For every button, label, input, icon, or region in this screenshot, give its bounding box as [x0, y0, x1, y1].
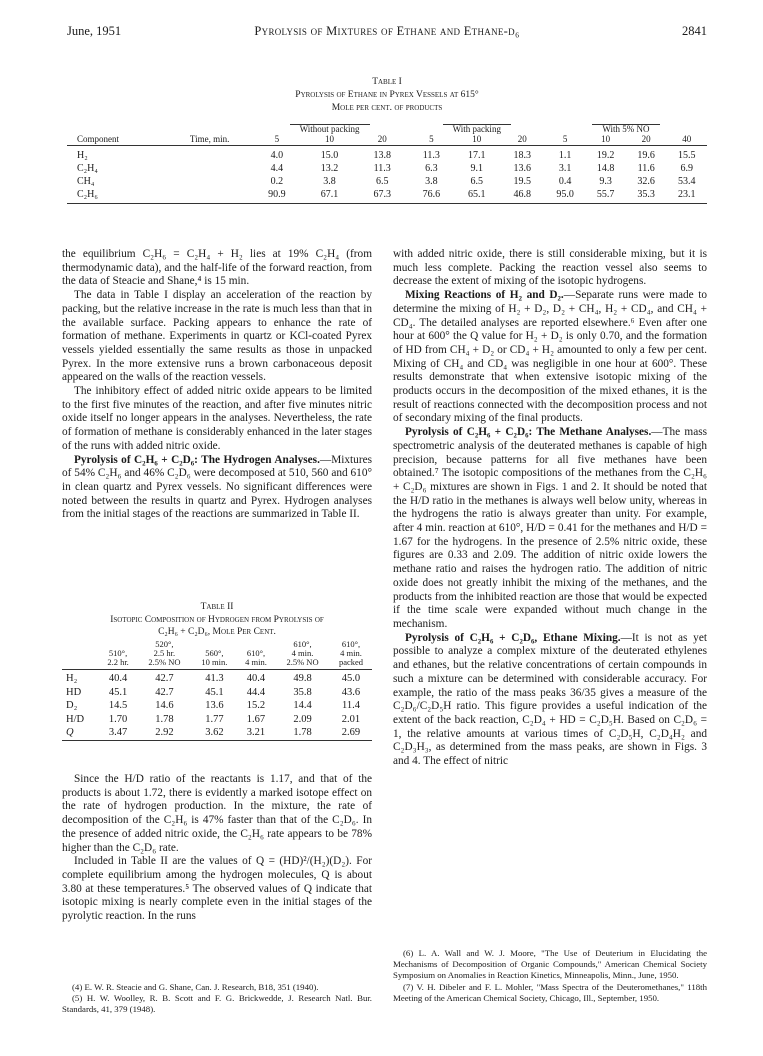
time-header: 10	[303, 134, 356, 146]
table-cell: 3.47	[99, 726, 137, 740]
paragraph: The data in Table I display an acceleration of the reaction by packing, but the relative increase in the rate is much less than that in the available surface. Packing appears to enhance the rate of formation of methane. Experiments in quartz or KCl-coated Pyrex vessels yielded essentially the same results as those in unpacked Pyrex. In the more extensive runs a brown carbonaceous deposit appeared on the walls of the reaction vessels.	[62, 289, 372, 384]
col-header-line: 4 min.	[340, 648, 362, 658]
table-cell: 45.1	[205, 686, 224, 698]
table-cell: 40.4	[246, 673, 266, 684]
col-header-line: 610°,	[246, 648, 266, 658]
table-row	[67, 175, 707, 188]
time-header: 5	[545, 134, 586, 146]
table-cell: 3.21	[237, 726, 275, 740]
col-header-line: 2.5% NO	[286, 657, 319, 667]
row-label: D₂	[66, 700, 78, 712]
time-header: 10	[454, 134, 499, 146]
table-row	[67, 146, 707, 163]
row-label: Q	[62, 726, 99, 740]
paragraph: The inhibitory effect of added nitric oxide appears to be limited to the first five minutes of the reaction, and after five minutes nitric oxide itself no longer appears in the analyses. Nevertheless, the rate of formation of methane is considerably enhanced in the later stages of the runs with added nitric oxide.	[62, 385, 372, 452]
table2-title: Isotopic Composition of Hydrogen from Pyrolysis of	[110, 614, 324, 625]
col-header-line: 2.5 hr.	[153, 648, 176, 658]
table-cell: 76.6	[409, 188, 454, 204]
table-cell: 15.5	[677, 150, 696, 161]
table-cell: 17.1	[468, 150, 486, 161]
table-cell: 2.01	[341, 713, 361, 725]
col-header-line: 520°,	[155, 639, 174, 649]
col-header	[237, 640, 275, 670]
table-cell: 19.6	[637, 150, 655, 161]
table-cell: 44.4	[246, 686, 266, 698]
group-with-packing: With packing	[443, 124, 511, 134]
table-cell: 15.2	[246, 700, 266, 712]
paragraph: Since the H/D ratio of the reactants is 1.17, and that of the products is about 1.72, there is evidently a marked isotope effect on the rate of hydrogen production. In the mixture, the rate of decomposition of the C₂H₆ is 47% faster than that of the C₂D₆. In the presence of added nitric oxide, the C₂H₆ rate appears to be 78% higher than the C₂D₆ rate.	[62, 773, 372, 854]
footnote: (6) L. A. Wall and W. J. Moore, "The Use of Deuterium in Elucidating the Mechanisms of Decomposition of Organic Compounds," American Chemical Society Symposium on Anomalies in Reaction Kinetics, Minneapolis, Minn., June, 1950.	[393, 948, 707, 981]
table1-header-row	[67, 134, 707, 146]
table-cell: 11.3	[422, 150, 440, 161]
table-cell: 35.8	[293, 686, 312, 698]
section-heading: Mixing Reactions of H₂ and D₂.	[405, 289, 564, 302]
table-cell: 2.69	[330, 726, 372, 740]
row-label: HD	[66, 686, 82, 698]
footnote: (5) H. W. Woolley, R. B. Scott and F. G. Brickwedde, J. Research Natl. Bur. Standards, 41, 379 (1948).	[62, 993, 372, 1015]
paragraph-text: —Separate runs were made to determine the mixing of H₂ + D₂, D₂ + CH₄, H₂ + CD₄, and CH₄ + CD₄. The detailed analyses are reported elsewhere.⁶ Even after one hour at 600° the Q value for H₂ + D₂ is only 0.70, and the formation of HD from CH₄ + D₂ or CD₄ + H₂ amounted to only a few per cent. Mixing of CH₄ and CD₄ was negligible in one hour at 600°. These results demonstrate that when extensive isotopic mixing of the products occurs in the decomposition of the mixed ethanes, it is the result of reactions connected with the decomposition process and not of secondary mixing of the final products.	[393, 289, 708, 425]
table-cell: 14.4	[293, 700, 312, 712]
table-cell: 13.6	[513, 163, 531, 174]
table-cell: 4.4	[270, 163, 284, 174]
table-cell: 18.3	[513, 150, 531, 161]
col-header-line: 4 min.	[291, 648, 314, 658]
time-header: 20	[499, 134, 544, 146]
table-cell: 1.78	[275, 726, 330, 740]
page-number: 2841	[682, 24, 707, 38]
table1-label: Table I	[372, 77, 402, 87]
table-cell: 0.4	[558, 176, 572, 187]
table-cell: 46.8	[499, 188, 544, 204]
left-column-top	[62, 248, 372, 522]
table-row	[62, 726, 372, 740]
table-cell: 6.3	[425, 163, 438, 174]
col-header-line: 610°,	[341, 639, 361, 649]
table-cell: 19.2	[596, 150, 615, 161]
table2-caption	[62, 601, 372, 639]
footnote: (4) E. W. R. Steacie and G. Shane, Can. J. Research, B18, 351 (1940).	[72, 982, 319, 992]
left-column-bottom	[62, 773, 372, 924]
table-cell: 15.0	[320, 150, 339, 161]
table-cell: 1.78	[155, 713, 174, 725]
table2	[62, 640, 372, 741]
header-title: Pyrolysis of Mixtures of Ethane and Ethane-d₆	[254, 24, 520, 38]
table-cell: 1.67	[246, 713, 266, 725]
group-with-no: With 5% NO	[592, 124, 659, 134]
table-cell: 3.8	[323, 176, 336, 187]
table2-header-row	[62, 640, 372, 670]
paragraph: with added nitric oxide, there is still considerable mixing, but it is much less complete. Packing the reaction vessel also seems to decrease the extent of mixing of the isotopic hydrogens.	[393, 248, 707, 288]
table-row	[62, 670, 372, 686]
table1	[67, 122, 707, 204]
col-time: Time, min.	[169, 134, 251, 146]
col-header-line: 2.2 hr.	[107, 657, 129, 667]
table-cell: 95.0	[545, 188, 586, 204]
table-cell: 32.6	[637, 176, 655, 187]
table-cell: 14.6	[155, 700, 174, 712]
col-header	[330, 640, 372, 670]
section-heading: Pyrolysis of C₂H₆ + C₂D₆: The Hydrogen Analyses.	[74, 453, 320, 466]
col-component: Component	[67, 134, 169, 146]
table-cell: 23.1	[666, 188, 707, 204]
table-cell: 65.1	[454, 188, 499, 204]
header-date: June, 1951	[67, 24, 122, 38]
table-cell: 42.7	[155, 673, 174, 684]
col-header-line: 4 min.	[245, 657, 267, 667]
table-row	[62, 686, 372, 700]
footnote: (7) V. H. Dibeler and F. L. Mohler, "Mass Spectra of the Deuteromethanes," 118th Meeting of the American Chemical Society, Chicago, Ill., September, 1950.	[393, 981, 707, 1003]
row-label: H/D	[66, 713, 85, 725]
paragraph	[393, 426, 707, 632]
section-heading: Pyrolysis of C₂H₆ + C₂D₆, Ethane Mixing.	[405, 631, 621, 644]
table-cell: 3.1	[558, 163, 572, 174]
col-header	[192, 640, 237, 670]
table-cell: 41.3	[205, 673, 224, 684]
row-label: C₂H₆	[67, 188, 169, 204]
table-row	[62, 699, 372, 713]
table-cell: 45.1	[108, 686, 128, 698]
table-cell: 11.6	[637, 163, 655, 174]
table-cell: 55.7	[585, 188, 626, 204]
table-cell: 14.8	[596, 163, 615, 174]
right-column	[393, 248, 707, 769]
table-cell: 67.1	[303, 188, 356, 204]
group-without-packing: Without packing	[290, 124, 370, 134]
paragraph	[393, 289, 707, 426]
table1-group-row	[67, 122, 707, 134]
col-header	[275, 640, 330, 670]
table-cell: 4.0	[270, 150, 284, 161]
table-cell: 1.70	[108, 713, 128, 725]
table-cell: 13.2	[320, 163, 339, 174]
table-cell: 1.77	[205, 713, 224, 725]
table-cell: 1.1	[558, 150, 572, 161]
table-cell: 6.9	[680, 163, 693, 174]
table-cell: 13.6	[205, 700, 224, 712]
time-header: 20	[626, 134, 667, 146]
table-cell: 43.6	[341, 686, 361, 698]
col-header-line: 10 min.	[201, 657, 228, 667]
time-header: 10	[585, 134, 626, 146]
paragraph	[62, 454, 372, 523]
table1-subcaption: Mole per cent. of products	[331, 103, 443, 113]
row-label: H₂	[77, 150, 88, 161]
table-cell: 9.3	[599, 176, 612, 187]
table1-title: Pyrolysis of Ethane in Pyrex Vessels at 615°	[295, 90, 479, 100]
table2-title-2: C₂H₆ + C₂D₆, Mole Per Cent.	[158, 627, 276, 637]
footnotes-left	[62, 982, 372, 1016]
col-header-line: 610°,	[293, 639, 312, 649]
table-cell: 42.7	[155, 686, 174, 698]
paragraph	[393, 632, 707, 769]
table-cell: 6.5	[375, 176, 389, 187]
table-cell: 45.0	[341, 673, 361, 684]
table-row	[67, 188, 707, 204]
footnotes-right	[393, 948, 707, 1004]
table-cell: 3.62	[192, 726, 237, 740]
running-header	[67, 24, 707, 40]
table-cell: 90.9	[251, 188, 304, 204]
table-cell: 11.4	[341, 700, 360, 712]
table-cell: 14.5	[108, 700, 128, 712]
paragraph-text: —It is not as yet possible to analyze a complex mixture of the deuterated ethylenes and ethanes, but the relative concentrations of certain compounds in such a mixture can be determined with considerable accuracy. For example, the ratio of the mass peaks 36/35 gives a measure of the C₂D₆/C₂D₅H ratio. This figure provides a useful indication of the extent of the back reaction, C₂D₄ + HD = C₂D₅H. Based on C₂D₆ = 1, the relative amounts at various times of C₂D₅H, C₂D₄H₂ and C₂D₃H₃, as determined from the mass peaks, are shown in Figs. 3 and 4. The effect of nitric	[393, 631, 707, 768]
table-row	[62, 713, 372, 727]
table-cell: 49.8	[293, 673, 312, 684]
table-cell: 2.09	[293, 713, 312, 725]
table-cell: 67.3	[356, 188, 409, 204]
col-header-line: 510°,	[108, 648, 128, 658]
table-cell: 53.4	[677, 176, 696, 187]
col-header-line: 560°,	[205, 648, 224, 658]
table-cell: 13.8	[373, 150, 391, 161]
row-label: C₂H₄	[77, 163, 98, 174]
col-header-line: 2.5% NO	[148, 657, 181, 667]
table-cell: 0.2	[270, 176, 284, 187]
table-cell: 40.4	[108, 673, 128, 684]
table2-label: Table II	[200, 602, 234, 612]
table-cell: 2.92	[137, 726, 192, 740]
table-cell: 11.3	[373, 163, 391, 174]
table-cell: 35.3	[626, 188, 667, 204]
time-header: 5	[251, 134, 304, 146]
col-header	[137, 640, 192, 670]
time-header: 5	[409, 134, 454, 146]
col-header	[99, 640, 137, 670]
row-label: H₂	[66, 673, 78, 684]
table-cell: 3.8	[425, 176, 438, 187]
table-row	[67, 162, 707, 175]
paragraph-text: —The mass spectrometric analysis of the deuterated methanes is capable of high precision, because patterns for all five methanes have been obtained.⁷ The isotopic compositions of the methanes from the C₂H₆ + C₂D₆ mixtures are shown in Figs. 1 and 2. It should be noted that the H/D ratio in the methanes is always well below unity, whereas in the hydrogens the ratio is always greater than unity. For example, after 4 min. reaction at 610°, H/D = 0.41 for the methanes and H/D = 1.67 for the hydrogens. In the presence of 2.5% nitric oxide, these figures are 0.33 and 2.09. The addition of nitric oxide lowers the methane ratio and raises the hydrogen ratio. The addition of nitric oxide does not greatly inhibit the mixing of the methanes, and the products from the inhibited reaction are those that would be expected if the time scale were expanded without much change in the mechanism.	[393, 426, 707, 630]
section-heading: Pyrolysis of C₂H₆ + C₂D₆: The Methane Analyses.	[405, 426, 652, 439]
table-cell: 6.5	[470, 176, 483, 187]
table-cell: 19.5	[513, 176, 531, 187]
col-header-line: packed	[338, 657, 364, 667]
time-header: 40	[666, 134, 707, 146]
table1-caption	[67, 76, 707, 115]
paragraph-text: —Mixtures of 54% C₂H₆ and 46% C₂D₆ were decomposed at 510, 560 and 610° in clean quartz and Pyrex vessels. No significant differences were noted between the results in quartz and Pyrex. Hydrogen analyses from the initial stages of the reactions are summarized in Table II.	[62, 453, 372, 521]
row-label: CH₄	[77, 176, 95, 187]
paragraph: the equilibrium C₂H₆ = C₂H₄ + H₂ lies at 19% C₂H₄ (from thermodynamic data), and the half-life of the forward reaction, from the data of Steacie and Shane,⁴ is 15 min.	[62, 248, 372, 288]
time-header: 20	[356, 134, 409, 146]
table-cell: 9.1	[470, 163, 483, 174]
paragraph: Included in Table II are the values of Q = (HD)²/(H₂)(D₂). For complete equilibrium among the hydrogen molecules, Q is about 3.80 at these temperatures.⁵ The observed values of Q indicate that isotopic mixing is nearly complete even in the initial stages of the pyrolytic reaction. In the runs	[62, 855, 372, 923]
